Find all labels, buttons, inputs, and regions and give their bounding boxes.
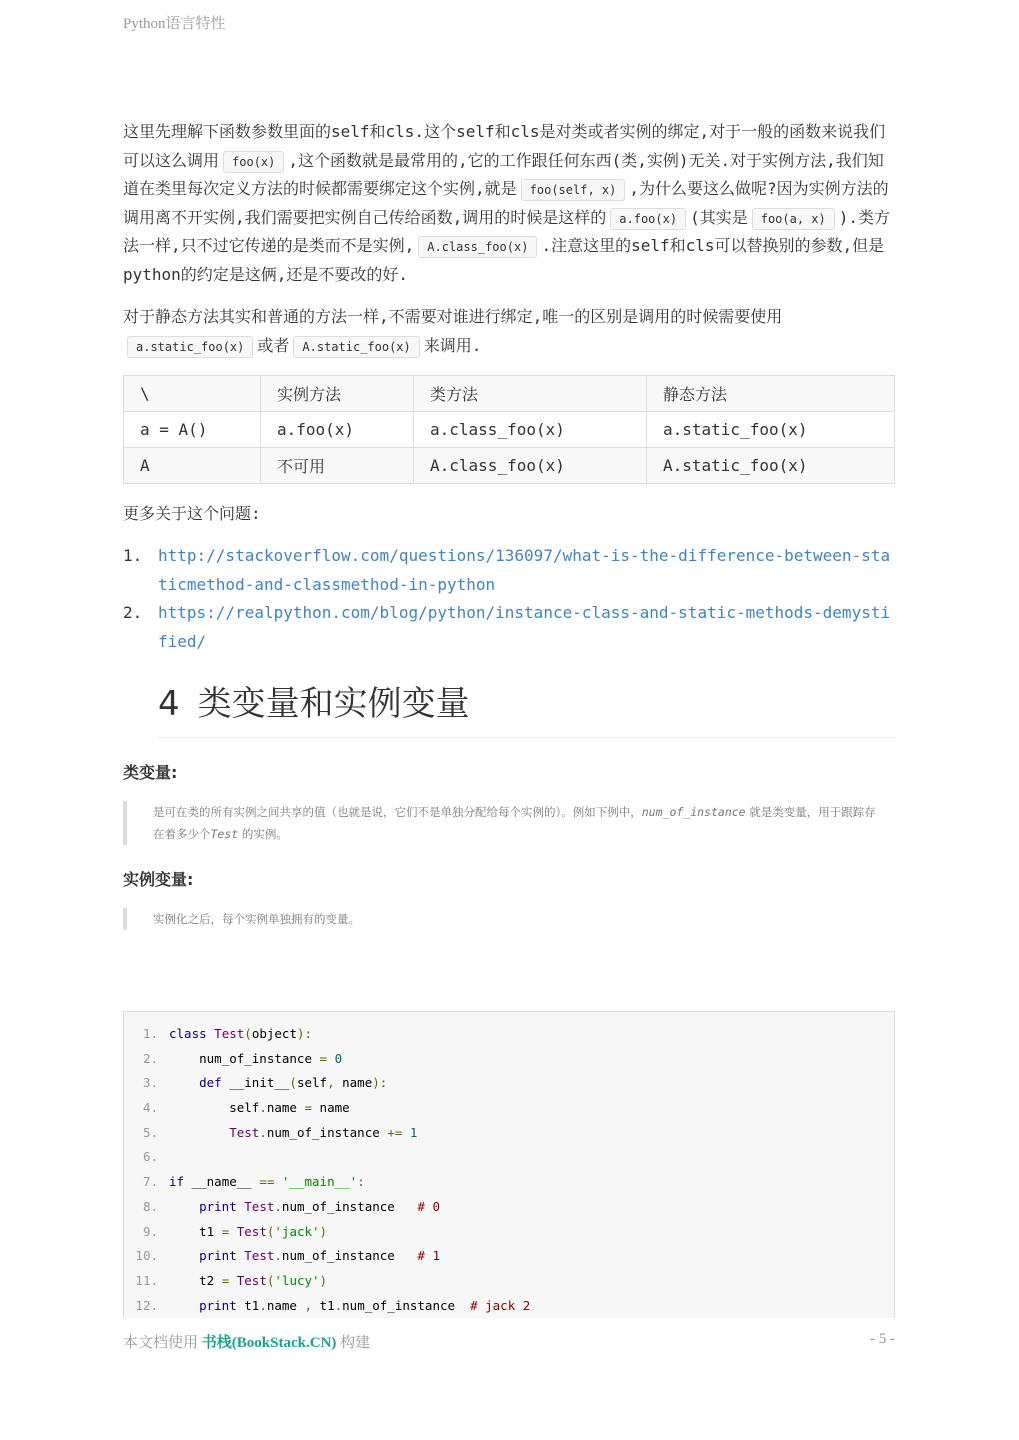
code-token: t1 <box>236 1297 260 1313</box>
code-line <box>124 1195 894 1220</box>
code-line <box>124 1170 894 1195</box>
line-number: 12. <box>135 1297 158 1313</box>
list-item <box>123 599 895 656</box>
code-token: Test <box>229 1124 260 1140</box>
code-token: 1 <box>409 1124 418 1140</box>
line-number: 4. <box>142 1100 158 1116</box>
line-number: 7. <box>142 1174 158 1190</box>
code-token <box>274 1174 282 1189</box>
code-token: __name__ <box>184 1174 260 1190</box>
code-token <box>229 1224 237 1239</box>
table-cell: A.static_foo(x) <box>647 448 895 484</box>
code-token: print <box>199 1297 237 1313</box>
code-token: 0 <box>334 1050 343 1066</box>
code-token: if <box>169 1174 185 1190</box>
emphasis: Test <box>210 827 239 841</box>
code-token: . <box>334 1297 343 1313</box>
code-token: def <box>199 1075 222 1091</box>
code-line <box>124 1294 894 1318</box>
text: (其实是 <box>690 207 748 227</box>
list-number: 1. <box>123 546 143 565</box>
code-token <box>169 1075 199 1090</box>
method-comparison-table <box>123 375 895 484</box>
code-token <box>169 1298 199 1313</box>
code-line <box>124 1145 894 1170</box>
code-token: . <box>259 1124 267 1140</box>
code-line <box>124 1022 894 1047</box>
line-number: 11. <box>135 1272 158 1288</box>
realpython-link[interactable]: https://realpython.com/blog/python/instance-class-and-static-methods-demystified/ <box>158 603 891 651</box>
code-token: . <box>274 1248 282 1264</box>
code-token: Test <box>244 1198 275 1214</box>
code-token: num_of_instance <box>281 1198 418 1214</box>
list-item <box>123 542 895 599</box>
emphasis: num_of_instance <box>641 805 746 819</box>
table-row <box>124 448 895 484</box>
code-token <box>169 1248 199 1263</box>
line-number: 8. <box>142 1198 158 1214</box>
text: 的实例。 <box>238 827 288 841</box>
code-token <box>169 1125 229 1140</box>
more-about-label: 更多关于这个问题: <box>123 504 261 523</box>
line-number: 1. <box>142 1026 158 1041</box>
text: ,这个函数就是最常用的,它的工作跟任何东西(类,实例)无关.对于实例方法,我们知道在类里每次定义方法的时候都需要绑定这个实例,就是 <box>123 150 884 198</box>
code-token: self <box>296 1075 328 1091</box>
code-token: name <box>266 1100 305 1116</box>
code-token: Test <box>244 1248 275 1264</box>
code-line <box>124 1096 894 1121</box>
line-number: 6. <box>142 1149 158 1165</box>
code-token: Test <box>236 1272 267 1288</box>
table-header-cell: 静态方法 <box>647 376 895 412</box>
table-cell: a = A() <box>124 412 261 448</box>
text: ,为什么要这么做呢?因为实例方法的调用离不开实例,我们需要把实例自己传给函数,调用的时候是这样的 <box>123 179 889 227</box>
text: ).类方法一样,只不过它传递的是类而不是实例, <box>123 207 891 255</box>
line-number: 5. <box>142 1124 158 1140</box>
code-block <box>123 1011 895 1318</box>
code-line <box>124 1244 894 1269</box>
text: 是可在类的所有实例之间共享的值（也就是说，它们不是单独分配给每个实例的）。例如下例中， <box>153 805 642 819</box>
inline-code: A.class_foo(x) <box>418 236 537 258</box>
inline-code: a.foo(x) <box>610 208 686 230</box>
code-token: ) <box>319 1272 328 1288</box>
code-token: 'jack' <box>274 1223 320 1239</box>
code-token: t1 <box>169 1223 222 1239</box>
code-token: ): <box>296 1026 313 1041</box>
code-token: num_of_instance <box>266 1124 388 1140</box>
code-line <box>124 1121 894 1146</box>
table-cell: a.foo(x) <box>261 412 414 448</box>
code-token: , <box>304 1297 313 1313</box>
instance-variable-quote: 实例化之后，每个实例单独拥有的变量。 <box>123 908 895 930</box>
code-token: # 0 <box>417 1198 440 1214</box>
section-number: 4 <box>158 684 180 724</box>
code-line <box>124 1071 894 1096</box>
footer-brand-link[interactable]: 书栈(BookStack.CN) <box>201 1335 337 1351</box>
table-cell: A <box>124 448 261 484</box>
code-token: ( <box>244 1026 252 1041</box>
inline-code: foo(self, x) <box>521 179 626 201</box>
code-line <box>124 1269 894 1294</box>
inline-code: A.static_foo(x) <box>293 336 419 358</box>
inline-code: a.static_foo(x) <box>127 336 253 358</box>
table-header-cell: \ <box>124 376 261 412</box>
code-token: # 1 <box>417 1248 440 1264</box>
text: 这里先理解下函数参数里面的self和cls.这个self和cls是对类或者实例的绑定,对于一般的函数来说我们可以这么调用 <box>123 122 886 170</box>
table-cell: A.class_foo(x) <box>414 448 647 484</box>
text: 就是类变量，用于跟踪存在着多少个 <box>153 805 876 841</box>
code-token: . <box>259 1297 267 1313</box>
code-token: ( <box>289 1075 297 1091</box>
text: 对于静态方法其实和普通的方法一样,不需要对谁进行绑定,唯一的区别是调用的时候需要使用 <box>123 307 783 326</box>
table-header-row <box>124 376 895 412</box>
code-token: ( <box>266 1223 275 1239</box>
code-line <box>124 1220 894 1245</box>
table-header-cell: 类方法 <box>414 376 647 412</box>
code-token: self <box>169 1100 260 1116</box>
code-token: print <box>199 1248 237 1264</box>
code-token <box>229 1273 237 1288</box>
table-row <box>124 412 895 448</box>
section-heading <box>158 676 895 738</box>
line-number: 9. <box>142 1223 158 1239</box>
code-token: print <box>199 1198 237 1214</box>
code-token: num_of_instance <box>281 1248 418 1264</box>
code-token: # jack 2 <box>470 1297 531 1313</box>
code-token: . <box>259 1100 267 1116</box>
line-number: 3. <box>142 1075 158 1091</box>
class-variable-label: 类变量: <box>123 763 178 782</box>
code-token: name <box>334 1075 373 1091</box>
page-footer <box>123 1331 370 1352</box>
table-cell: a.static_foo(x) <box>647 412 895 448</box>
instance-variable-label: 实例变量: <box>123 870 194 889</box>
code-token: object <box>251 1026 297 1041</box>
inline-code: foo(x) <box>223 151 284 173</box>
paragraph-self-cls <box>123 118 895 289</box>
code-token: = <box>221 1223 230 1239</box>
list-number: 2. <box>123 603 143 622</box>
code-token <box>402 1125 410 1140</box>
code-token: t1 <box>312 1297 335 1313</box>
page-number: - 5 - <box>870 1331 895 1347</box>
code-token: t2 <box>169 1272 222 1288</box>
code-token: ( <box>266 1272 275 1288</box>
code-token: name <box>312 1100 350 1116</box>
table-cell: a.class_foo(x) <box>414 412 647 448</box>
code-token: num_of_instance <box>169 1050 320 1066</box>
code-token: = <box>319 1050 328 1066</box>
code-token: += <box>387 1124 403 1140</box>
code-token: = <box>304 1100 313 1116</box>
table-header-cell: 实例方法 <box>261 376 414 412</box>
table-cell: 不可用 <box>261 448 414 484</box>
inline-code: foo(a, x) <box>752 208 835 230</box>
text: .注意这里的self和cls可以替换别的参数,但是python的约定是这俩,还是不要改的好. <box>123 236 885 284</box>
reference-list <box>123 542 895 656</box>
code-token: '__main__' <box>281 1174 358 1190</box>
code-token: = <box>221 1272 230 1288</box>
code-token: 'lucy' <box>274 1272 320 1288</box>
code-token <box>169 1199 199 1214</box>
code-token: : <box>357 1174 365 1190</box>
code-token: ) <box>319 1223 328 1239</box>
text: 来调用. <box>423 335 482 355</box>
section-title: 类变量和实例变量 <box>197 684 470 724</box>
document-content <box>123 118 895 930</box>
footer-suffix: 构建 <box>336 1335 371 1351</box>
code-token: == <box>259 1174 275 1190</box>
line-number: 10. <box>135 1248 158 1264</box>
stackoverflow-link[interactable]: http://stackoverflow.com/questions/136097/what-is-the-difference-between-staticmethod-and-classmethod-in-python <box>158 546 891 594</box>
code-token: num_of_instance <box>342 1297 471 1313</box>
code-token <box>327 1051 335 1066</box>
paragraph-static-method <box>123 303 895 360</box>
code-token: Test <box>214 1026 245 1041</box>
text: 或者 <box>257 335 290 355</box>
code-token: name <box>266 1297 305 1313</box>
code-token: . <box>274 1198 282 1214</box>
class-variable-quote <box>123 801 895 845</box>
footer-prefix: 本文档使用 <box>123 1335 202 1351</box>
page-header-title: Python语言特性 <box>123 16 226 32</box>
code-token: Test <box>236 1223 267 1239</box>
code-token: class <box>169 1026 207 1041</box>
code-token: , <box>327 1075 335 1091</box>
line-number: 2. <box>142 1050 158 1066</box>
code-token: ): <box>372 1075 388 1091</box>
code-token: __init__ <box>221 1075 290 1091</box>
code-line <box>124 1047 894 1072</box>
